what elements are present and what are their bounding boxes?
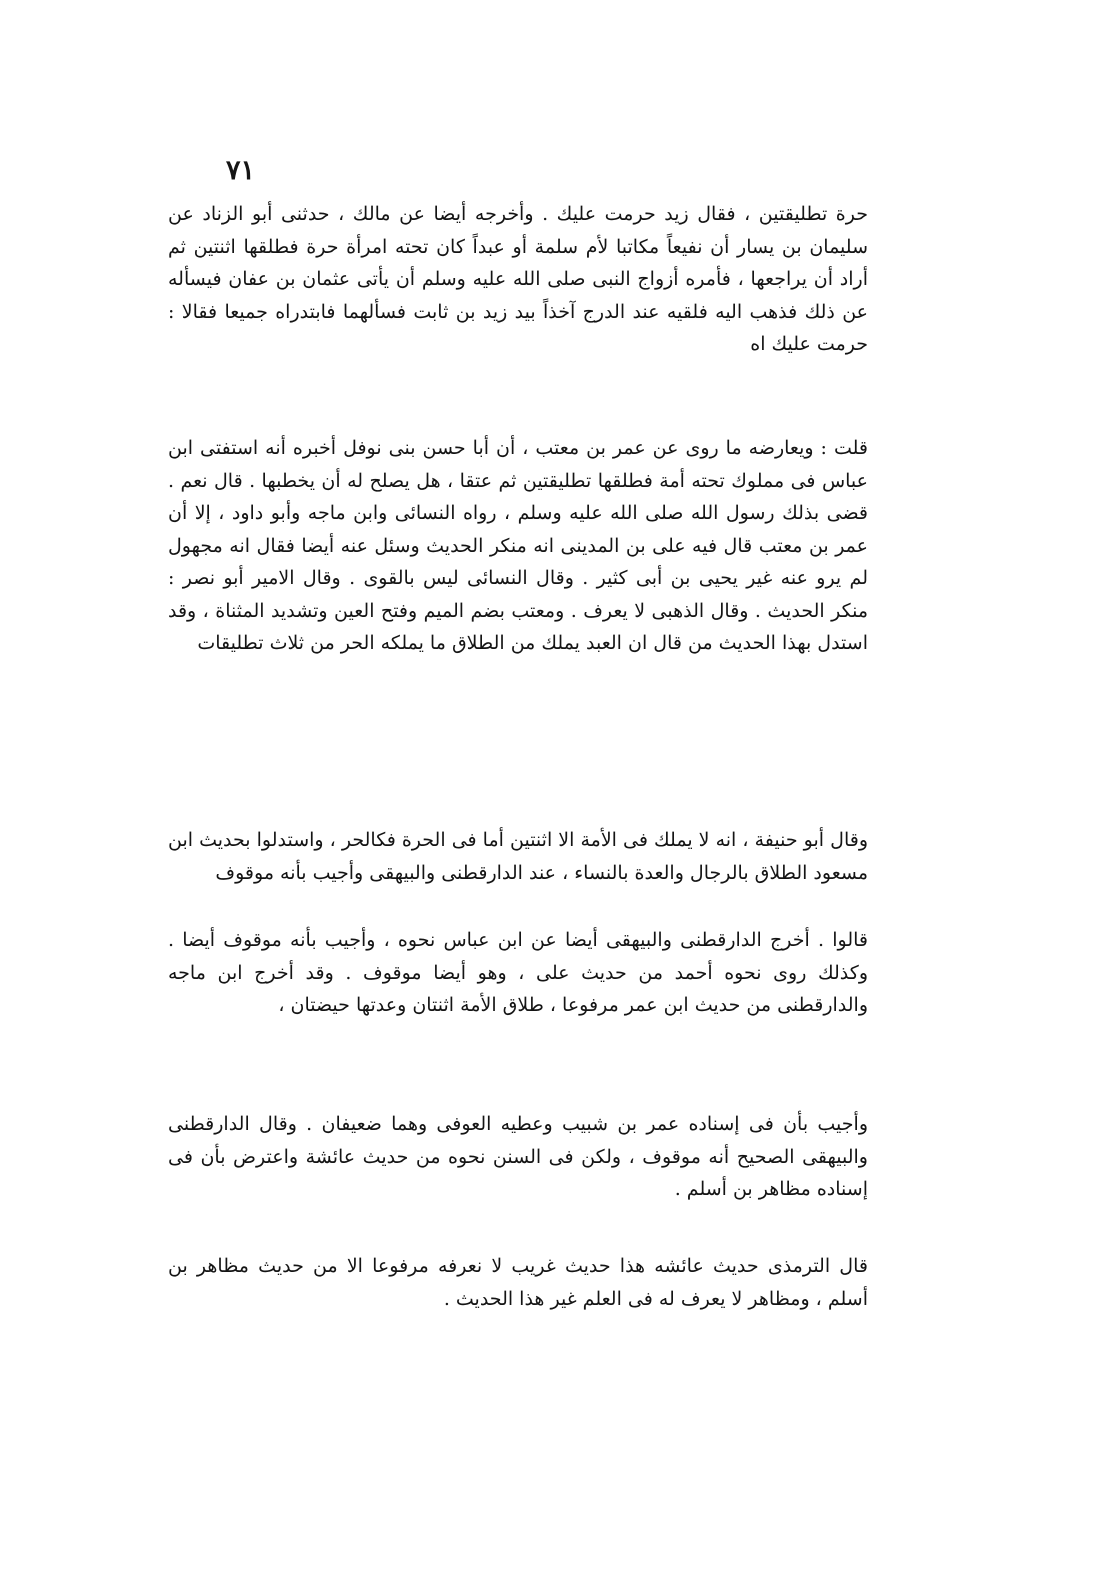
paragraph-6 bbox=[168, 1250, 868, 1315]
paragraph-1-text: حرة تطليقتين ، فقال زيد حرمت عليك . وأخرجه أيضا عن مالك ، حدثنى أبو الزناد عن سليمان بن يسار أن نفيعاً مكاتبا لأم سلمة أو عبداً كان تحته امرأة حرة فطلقها اثنتين ثم أراد أن يراجعها ، فأمره أزواج النبى صلى الله عليه وسلم أن يأتى عثمان بن عفان فيسأله عن ذلك فذهب اليه فلقيه عند الدرج آخذاً بيد زيد بن ثابت فسألهما فابتدراه جميعا فقالا : حرمت عليك اه bbox=[168, 203, 868, 355]
paragraph-4 bbox=[168, 924, 868, 1022]
paragraph-5 bbox=[168, 1108, 868, 1206]
paragraph-4-text: قالوا . أخرج الدارقطنى والبيهقى أيضا عن ابن عباس نحوه ، وأجيب بأنه موقوف أيضا . وكذلك روى نحوه أحمد من حديث على ، وهو أيضا موقوف . وقد أخرج ابن ماجه والدارقطنى من حديث ابن عمر مرفوعا ، طلاق الأمة اثنتان وعدتها حيضتان ، bbox=[168, 929, 868, 1016]
page-number: ٧١ bbox=[226, 155, 256, 186]
paragraph-5-text: وأجيب بأن فى إسناده عمر بن شبيب وعطيه العوفى وهما ضعيفان . وقال الدارقطنى والبيهقى الصحيح أنه موقوف ، ولكن فى السنن نحوه من حديث عائشة واعترض بأن فى إسناده مظاهر بن أسلم . bbox=[168, 1113, 868, 1200]
paragraph-1 bbox=[168, 198, 868, 361]
paragraph-6-text: قال الترمذى حديث عائشه هذا حديث غريب لا نعرفه مرفوعا الا من حديث مظاهر بن أسلم ، ومظاهر لا يعرف له فى العلم غير هذا الحديث . bbox=[168, 1255, 868, 1310]
paragraph-3 bbox=[168, 824, 868, 889]
paragraph-3-text: وقال أبو حنيفة ، انه لا يملك فى الأمة الا اثنتين أما فى الحرة فكالحر ، واستدلوا بحديث ابن مسعود الطلاق بالرجال والعدة بالنساء ، عند الدارقطنى والبيهقى وأجيب بأنه موقوف bbox=[168, 829, 868, 884]
paragraph-2 bbox=[168, 432, 868, 660]
paragraph-2-text: قلت : ويعارضه ما روى عن عمر بن معتب ، أن أبا حسن بنى نوفل أخبره أنه استفتى ابن عباس فى مملوك تحته أمة فطلقها تطليقتين ثم عتقا ، هل يصلح له أن يخطبها . قال نعم . قضى بذلك رسول الله صلى الله عليه وسلم ، رواه النسائى وابن ماجه وأبو داود ، إلا أن عمر بن معتب قال فيه على بن المدينى انه منكر الحديث وسئل عنه أيضا فقال انه مجهول لم يرو عنه غير يحيى بن أبى كثير . وقال النسائى ليس بالقوى . وقال الامير أبو نصر : منكر الحديث . وقال الذهبى لا يعرف . ومعتب بضم الميم وفتح العين وتشديد المثناة ، وقد استدل بهذا الحديث من قال ان العبد يملك من الطلاق ما يملكه الحر من ثلاث تطليقات bbox=[168, 437, 868, 654]
